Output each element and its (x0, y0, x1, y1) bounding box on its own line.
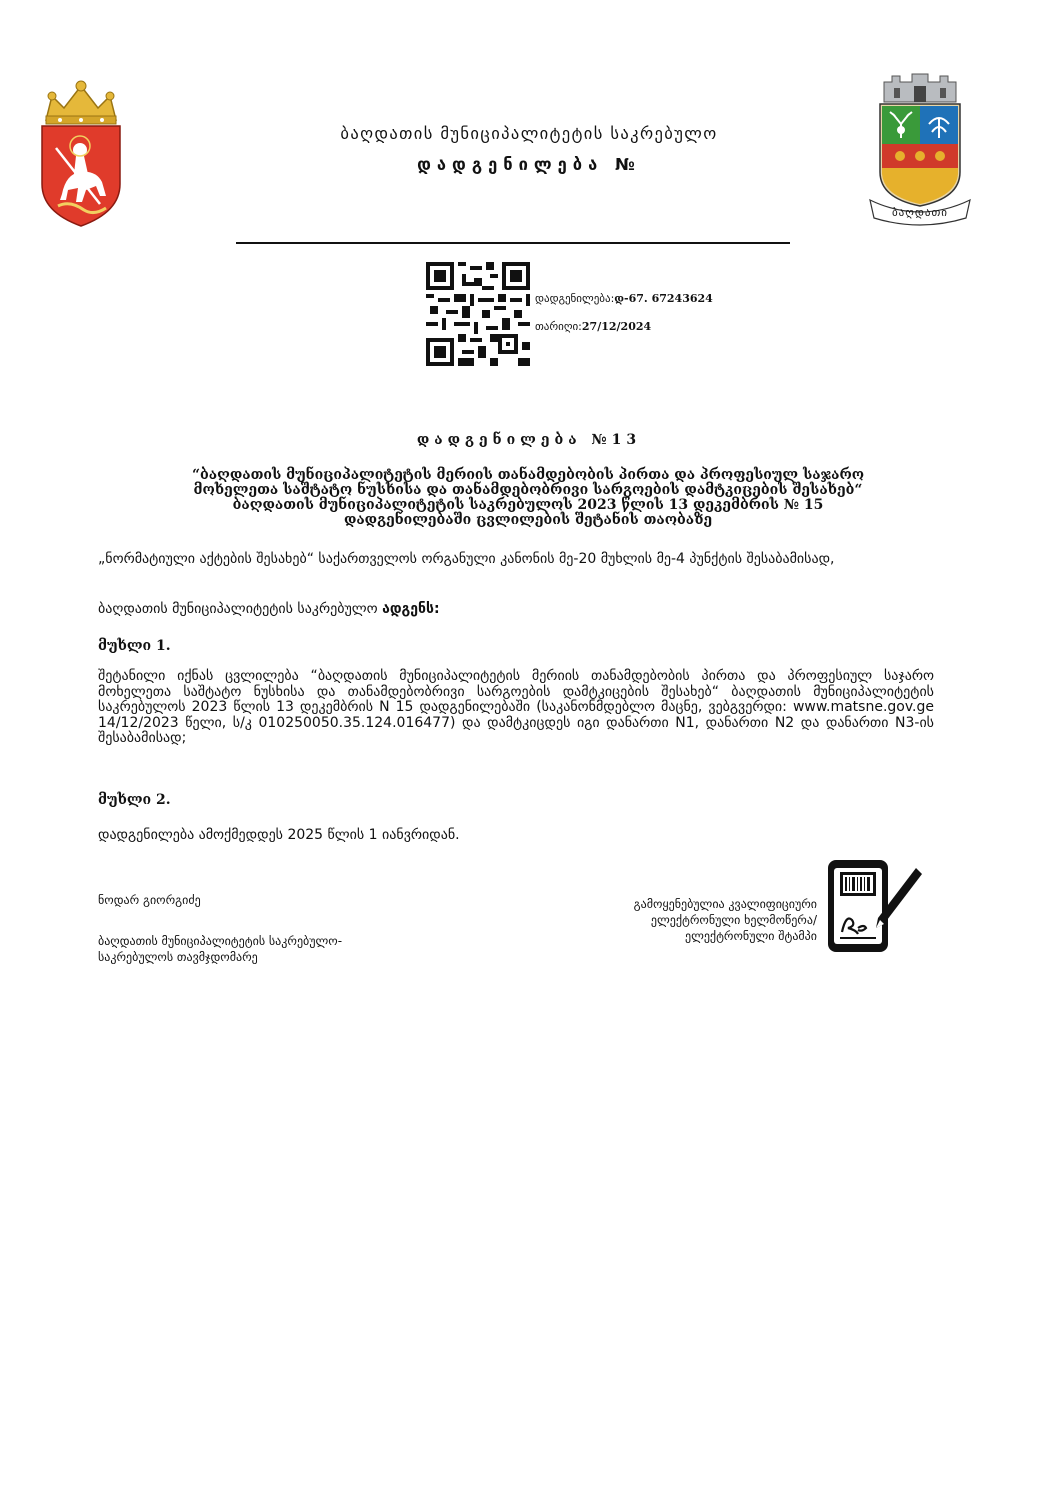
resolution-date-label: თარიღი: (535, 320, 582, 333)
baghdati-coat-of-arms-icon (866, 72, 974, 228)
signatory-position-line-2: საკრებულოს თავმჯდომარე (98, 950, 258, 964)
resolution-number-value: დ-67. 67243624 (614, 292, 713, 305)
article-1-text: შეტანილი იქნას ცვლილება “ბაღდათის მუნიციპალიტეტის მერიის თანამდებობის პირთა და პროფესიულ საჯარო მოხელეთა საშტატო ნუსხისა და თანამდებობრივი სარგოების დამტკიცების შესახებ“ ბაღდათის მუნიციპალიტეტის საკრებულოს 2023 წლის 13 დეკემბრის N 15 დადგენილებაში (საკანონმდებლო მაცნე, ვებგვერდი: www.matsne.gov.ge 14/12/2023 წელი, ს/კ 010250050.35.124.016477) და დამტკიცდეს იგი დანართი N1, დანართი N2 და დანართი N3-ის შესაბამისად; (98, 668, 934, 746)
resolution-heading: დადგენილება № (417, 155, 641, 174)
electronic-signature-note (560, 896, 817, 944)
article-2-heading: მუხლი 2. (98, 792, 171, 808)
document-title: დადგენილება №13 (416, 432, 642, 448)
esign-line: ელექტრონული შტამპი (684, 929, 817, 943)
enactment-verb: ადგენს: (382, 601, 440, 617)
resolution-number (535, 292, 713, 305)
qr-code-icon (426, 262, 530, 366)
subject-line: დადგენილებაში ცვლილების შეტანის თაობაზე (343, 512, 713, 528)
signatory-name: ნოდარ გიორგიძე (98, 893, 201, 907)
electronic-signature-tablet-icon (826, 858, 922, 954)
enactment-paragraph (98, 602, 934, 618)
header-divider (236, 242, 790, 244)
esign-line: ელექტრონული ხელმოწერა/ (650, 913, 817, 927)
georgia-coat-of-arms-icon (36, 78, 126, 228)
enactment-text: ბაღდათის მუნიციპალიტეტის საკრებულო (98, 601, 383, 617)
resolution-number-label: დადგენილება: (535, 292, 615, 305)
council-title: ბაღდათის მუნიციპალიტეტის საკრებულო (340, 124, 718, 143)
subject-line: მოხელეთა საშტატო ნუსხისა და თანამდებობრივი სარგოების დამტკიცების შესახებ“ (193, 482, 863, 498)
esign-line: გამოყენებულია კვალიფიციური (633, 897, 817, 911)
article-1-heading: მუხლი 1. (98, 638, 171, 654)
resolution-date (535, 320, 651, 333)
document-subject (118, 468, 938, 528)
preamble-paragraph: „ნორმატიული აქტების შესახებ“ საქართველოს ორგანული კანონის მე-20 მუხლის მე-4 პუნქტის შესაბამისად, (98, 551, 835, 567)
emblem-banner-text: ბაღდათი (891, 206, 948, 219)
subject-line: ბაღდათის მუნიციპალიტეტის საკრებულოს 2023 წლის 13 დეკემბრის № 15 (232, 497, 824, 513)
subject-line: “ბაღდათის მუნიციპალიტეტის მერიის თანამდებობის პირთა და პროფესიულ საჯარო (191, 467, 865, 483)
resolution-date-value: 27/12/2024 (581, 320, 652, 333)
signatory-position-line-1: ბაღდათის მუნიციპალიტეტის საკრებულო- (98, 934, 343, 948)
article-2-text: დადგენილება ამოქმედდეს 2025 წლის 1 იანვრიდან. (98, 827, 460, 843)
